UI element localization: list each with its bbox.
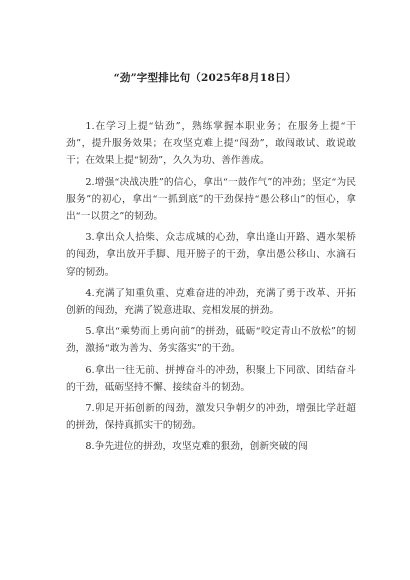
paragraph-4: 4.充满了知重负重、克难奋进的冲劲，充满了勇于改革、开拓创新的闯劲，充满了锐意进取、竞相发展的拼劲。: [66, 287, 356, 317]
paragraph-2: 2.增强“决战决胜”的信心，拿出“一鼓作气”的冲劲；坚定“为民服务”的初心，拿出“一抓到底”的干劲保持“愚公移山”的恒心，拿出“一以贯之”的韧劲。: [66, 176, 356, 223]
paragraph-5: 5.拿出“乘势而上勇向前”的拼劲，砥砺“咬定青山不放松”的韧劲，激扬“敢为善为、务实落实”的干劲。: [66, 326, 356, 355]
paragraph-7: 7.卯足开拓创新的闯劲，激发只争朝夕的冲劲，增强比学赶超的拼劲，保持真抓实干的韧劲。: [66, 403, 356, 432]
document-body: [66, 118, 356, 460]
paragraph-6: 6.拿出一往无前、拼搏奋斗的冲劲，积聚上下同欲、团结奋斗的干劲，砥砺坚持不懈、接续奋斗的韧劲。: [66, 364, 356, 393]
paragraph-1: 1.在学习上提“钻劲”，熟练掌握本职业务；在服务上提“干劲”，提升服务效果；在攻坚克难上提“闯劲”，敢闯敢试、敢说敢干；在效果上提“韧劲”，久久为功、善作善成。: [66, 121, 356, 167]
paragraph-3: 3.拿出众人拾柴、众志成城的心劲，拿出逢山开路、遇水架桥的闯劲，拿出放开手脚、甩开膀子的干劲，拿出愚公移山、水滴石穿的韧劲。: [66, 232, 356, 278]
paragraph-8: 8.争先进位的拼劲，攻坚克难的狠劲，创新突破的闯: [85, 441, 308, 453]
document-title: “劲”字型排比句（2025年8月18日）: [113, 72, 297, 84]
